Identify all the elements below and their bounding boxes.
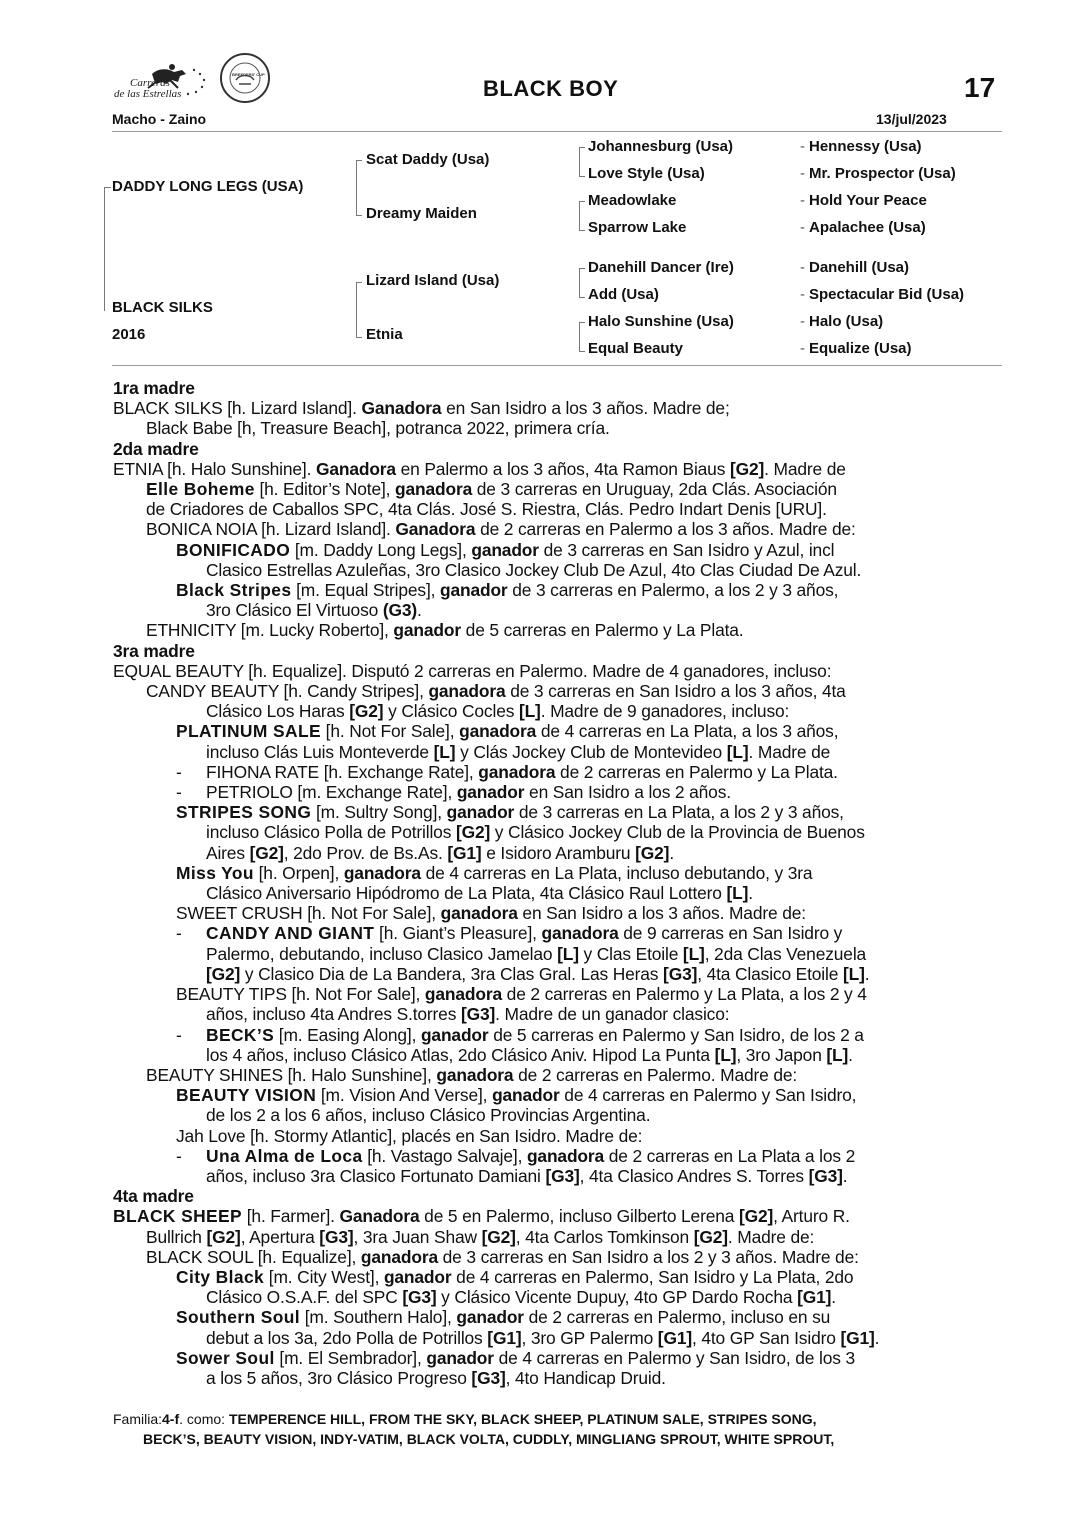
family-text: Aires [206, 842, 250, 863]
family-text: [m. Southern Halo], [300, 1307, 457, 1328]
family-text: de 5 carreras en Palermo y La Plata. [460, 620, 744, 641]
familia-names: TEMPERENCE HILL, FROM THE SKY, BLACK SHEEP, PLATINUM SALE, STRIPES SONG, [228, 1411, 817, 1427]
family-line [113, 459, 1003, 479]
section-heading: 4ta madre [113, 1186, 194, 1207]
pedigree-sire: DADDY LONG LEGS (USA) [112, 178, 304, 195]
family-text: [G2] [481, 1226, 516, 1247]
family-line [113, 1307, 1003, 1327]
family-text: - [176, 1145, 182, 1166]
logo-line1: Carreras [130, 77, 170, 89]
family-text: [L] [726, 883, 749, 904]
family-text: y Clas Etoile [578, 943, 683, 964]
pedigree-year: 2016 [112, 326, 146, 343]
family-text: Clásico O.S.A.F. del SPC [206, 1287, 403, 1308]
family-text: [G2] [738, 1206, 774, 1227]
pedigree-bracket [104, 187, 111, 311]
pedigree-dash: - [800, 313, 805, 330]
family-text: [G2] [635, 842, 670, 863]
family-text: [G3] [808, 1165, 843, 1186]
pedigree-gen4: Spectacular Bid (Usa) [809, 286, 965, 303]
family-text: incluso Clásico Polla de Potrillos [206, 822, 456, 843]
family-text: [G3] [402, 1287, 437, 1308]
pedigree-dash: - [800, 340, 805, 357]
family-text: PLATINUM SALE [176, 721, 321, 742]
family-text: ganador [393, 620, 461, 641]
pedigree-gen4: Equalize (Usa) [809, 340, 912, 357]
pedigree-gen3: Meadowlake [588, 192, 677, 209]
family-text: ETHNICITY [m. Lucky Roberto], [146, 620, 394, 641]
family-text: y Clásico Vicente Dupuy, 4to GP Dardo Rocha [436, 1287, 798, 1308]
family-text: y Clasico Dia de La Bandera, 3ra Clas Gral. Las Heras [240, 963, 664, 984]
family-text: años, incluso 3ra Clasico Fortunato Damiani [206, 1165, 546, 1186]
pedigree-dam: BLACK SILKS [112, 299, 213, 316]
pedigree-gen3: Sparrow Lake [588, 219, 687, 236]
family-text: , 3ro GP Palermo [521, 1327, 658, 1348]
family-text: de Criadores de Caballos SPC, 4ta Clás. José S. Riestra, Clás. Pedro Indart Denis [URU]. [146, 499, 827, 520]
seal-icon [219, 52, 271, 104]
logo-line2: de las Estrellas [114, 88, 182, 100]
family-text: e Isidoro Aramburu [481, 842, 636, 863]
family-text: Miss You [176, 862, 254, 883]
family-text: de 3 carreras en Palermo, a los 2 y 3 años, [507, 580, 839, 601]
pedigree-dash: - [800, 165, 805, 182]
family-line [113, 418, 1003, 438]
family-text: . [842, 1165, 848, 1186]
family-text: ganador [440, 580, 508, 601]
family-line [113, 1126, 1003, 1146]
family-line [113, 944, 1003, 964]
family-text: en San Isidro a los 3 años. Madre de: [517, 903, 806, 924]
family-text: SWEET CRUSH [h. Not For Sale], [176, 903, 441, 924]
family-text: ganadora [440, 903, 518, 924]
family-text: , 3ra Juan Shaw [353, 1226, 482, 1247]
family-text: BLACK SILKS [h. Lizard Island]. [113, 398, 362, 419]
pedigree-gen4: Apalachee (Usa) [809, 219, 926, 236]
family-line [113, 1227, 1003, 1247]
family-text: - [176, 782, 182, 803]
pedigree-gen3: Love Style (Usa) [588, 165, 705, 182]
family-line [113, 984, 1003, 1004]
family-text: [m. Vision And Verse], [316, 1085, 493, 1106]
family-text: [G2] [455, 822, 491, 843]
family-text: en San Isidro a los 3 años. Madre de; [441, 398, 730, 419]
family-text: ganadora [478, 761, 556, 782]
family-line [113, 1004, 1003, 1024]
family-text: [h. Orpen], [253, 862, 344, 883]
family-text: de 5 en Palermo, incluso Gilberto Lerena [419, 1206, 739, 1227]
family-text: [m. City West], [264, 1266, 384, 1287]
family-text: ganador [420, 1024, 489, 1045]
family-text: , 3ro Japon [736, 1044, 827, 1065]
family-text: - [176, 1024, 182, 1045]
family-text: [m. Sultry Song], [311, 802, 447, 823]
family-text: Clásico Los Haras [206, 701, 350, 722]
section-heading: 2da madre [113, 438, 199, 459]
family-line [113, 1287, 1003, 1307]
family-text: de 3 carreras en Uruguay, 2da Clás. Asociación [472, 479, 837, 500]
pedigree-gen4: Hennessy (Usa) [809, 138, 922, 155]
family-line [113, 479, 1003, 499]
family-text: Elle Boheme [146, 479, 255, 500]
family-text: Southern Soul [176, 1307, 301, 1328]
family-text: de 4 carreras en Palermo y San Isidro, de los 3 [493, 1347, 855, 1368]
family-text: [m. El Sembrador], [274, 1347, 427, 1368]
family-text: [h. Editor’s Note], [254, 479, 396, 500]
family-line [113, 1348, 1003, 1368]
family-text: BONICA NOIA [h. Lizard Island]. [146, 519, 396, 540]
family-text: y Clásico Jockey Club de la Provincia de Buenos [490, 822, 865, 843]
section-heading: 3ra madre [113, 640, 195, 661]
family-text: de 4 carreras en La Plata, a los 3 años, [536, 721, 839, 742]
family-text: de 2 carreras en Palermo y La Plata, a los 2 y 4 [501, 984, 867, 1005]
family-text: CANDY BEAUTY [h. Candy Stripes], [146, 681, 429, 702]
family-text: debut a los 3a, 2do Polla de Potrillos [206, 1327, 488, 1348]
family-text: ETNIA [h. Halo Sunshine]. [113, 458, 316, 479]
family-text: y Clás Jockey Club de Montevideo [455, 741, 727, 762]
family-text: ganadora [360, 1246, 438, 1267]
family-line [113, 762, 1003, 782]
family-text: de 5 carreras en Palermo y San Isidro, de los 2 a [488, 1024, 864, 1045]
family-text: , 2da Clas Venezuela [704, 943, 867, 964]
family-text: [h. Not For Sale], [320, 721, 460, 742]
family-line [113, 843, 1003, 863]
family-text: ganador [383, 1266, 452, 1287]
family-line [113, 1368, 1003, 1388]
family-text: Jah Love [h. Stormy Atlantic], placés en San Isidro. Madre de: [176, 1125, 643, 1146]
family-text: EQUAL BEAUTY [h. Equalize]. Disputó 2 carreras en Palermo. Madre de 4 ganadores, incluso: [113, 660, 832, 681]
pedigree-gen2: Lizard Island (Usa) [366, 272, 500, 289]
family-text: , 4to GP San Isidro [691, 1327, 841, 1348]
pedigree-gen4: Danehill (Usa) [809, 259, 910, 276]
family-line [113, 863, 1003, 883]
family-text: ganadora [436, 1064, 514, 1085]
header-divider [112, 131, 1002, 132]
familia-code: 4-f [162, 1411, 180, 1427]
pedigree-dash: - [800, 259, 805, 276]
family-line [113, 1085, 1003, 1105]
family-line [113, 883, 1003, 903]
family-text: Ganadora [395, 519, 476, 540]
family-text: Black Stripes [176, 580, 292, 601]
family-text: [L] [726, 741, 749, 762]
family-text: [G2] [693, 1226, 728, 1247]
family-text: [G2] [249, 842, 284, 863]
pedigree-gen3: Add (Usa) [588, 286, 659, 303]
family-text: Clasico Estrellas Azuleñas, 3ro Clasico Jockey Club De Azul, 4to Clas Ciudad De Azul. [206, 559, 862, 580]
pedigree-bracket [579, 268, 585, 298]
family-text: Ganadora [361, 398, 442, 419]
family-text: . [848, 1044, 853, 1065]
family-text: [G1] [487, 1327, 522, 1348]
family-text: [G1] [447, 842, 482, 863]
family-text: [L] [682, 943, 705, 964]
family-text: de 2 carreras en La Plata a los 2 [604, 1145, 856, 1166]
sex-color: Macho - Zaino [112, 111, 207, 127]
family-text: STRIPES SONG [176, 802, 312, 823]
pedigree-gen2: Scat Daddy (Usa) [366, 151, 490, 168]
family-text: [L] [518, 701, 541, 722]
family-text: de 9 carreras en San Isidro y [618, 923, 843, 944]
family-text: de 2 carreras en Palermo a los 3 años. Madre de: [475, 519, 856, 540]
family-text: de 4 carreras en Palermo y San Isidro, [559, 1085, 857, 1106]
seal-text: BREEDERS' CUP [232, 72, 265, 77]
family-text: años, incluso 4ta Andres S.torres [206, 1004, 461, 1025]
family-text: [G1] [657, 1327, 692, 1348]
family-text: [G3] [663, 963, 698, 984]
family-text: , 4ta Clasico Etoile [697, 963, 843, 984]
family-line [113, 681, 1003, 701]
family-line [113, 822, 1003, 842]
family-text: . Madre de [748, 741, 831, 762]
family-text: [G2] [206, 1226, 241, 1247]
family-text: BEAUTY VISION [176, 1085, 317, 1106]
family-text: de 2 carreras en Palermo. Madre de: [513, 1064, 798, 1085]
female-family [113, 378, 1003, 1388]
family-text: BECK’S [206, 1024, 275, 1045]
family-line [113, 1328, 1003, 1348]
family-line [113, 802, 1003, 822]
family-line [113, 1206, 1003, 1226]
family-text: Una Alma de Loca [206, 1145, 363, 1166]
family-text: , 4ta Carlos Tomkinson [515, 1226, 694, 1247]
family-line [113, 1247, 1003, 1267]
family-text: . [417, 600, 422, 621]
lot-number: 17 [964, 72, 996, 103]
family-text: PETRIOLO [m. Exchange Rate], [206, 782, 457, 803]
family-text: . Madre de un ganador clasico: [495, 1004, 730, 1025]
family-text: de los 2 a los 6 años, incluso Clásico Provincias Argentina. [206, 1105, 651, 1126]
family-text: ganadora [541, 923, 619, 944]
family-text: ganador [471, 539, 539, 560]
family-text: [L] [433, 741, 456, 762]
family-text: [G2] [206, 963, 241, 984]
family-text: Sower Soul [176, 1347, 275, 1368]
family-text: City Black [176, 1266, 265, 1287]
family-text: [m. Equal Stripes], [291, 580, 440, 601]
family-text: - [176, 761, 182, 782]
pedigree-bracket [579, 322, 585, 352]
family-line [113, 600, 1003, 620]
family-line [113, 782, 1003, 802]
familia-note [113, 1409, 834, 1449]
pedigree-gen3: Halo Sunshine (Usa) [588, 313, 734, 330]
family-text: [h. Farmer]. [242, 1206, 340, 1227]
family-text: [L] [826, 1044, 849, 1065]
family-line [113, 1146, 1003, 1166]
family-text: ganador [456, 782, 525, 803]
family-line [113, 1025, 1003, 1045]
family-text: . [748, 883, 753, 904]
family-text: Ganadora [339, 1206, 420, 1227]
family-text: [G2] [729, 458, 765, 479]
family-text: Ganadora [315, 458, 396, 479]
family-text: . [831, 1287, 836, 1308]
family-line [113, 398, 1003, 418]
family-line [113, 560, 1003, 580]
family-text: , 4to Handicap Druid. [505, 1367, 666, 1388]
family-text: BLACK SHEEP [113, 1206, 243, 1227]
family-text: a los 5 años, 3ro Clásico Progreso [206, 1367, 472, 1388]
family-text: . [669, 842, 675, 863]
family-text: Bullrich [146, 1226, 207, 1247]
family-text: [G1] [797, 1287, 832, 1308]
family-text: de 3 carreras en San Isidro y Azul, incl [538, 539, 835, 560]
pedigree-gen2: Dreamy Maiden [366, 205, 477, 222]
family-text: los 4 años, incluso Clásico Atlas, 2do Clásico Aniv. Hipod La Punta [206, 1044, 715, 1065]
family-text: , 4ta Clasico Andres S. Torres [579, 1165, 809, 1186]
family-text: de 3 carreras en San Isidro a los 3 años, 4ta [505, 681, 846, 702]
family-line [113, 580, 1003, 600]
pedigree-gen4: Hold Your Peace [809, 192, 927, 209]
family-text: [L] [842, 963, 865, 984]
family-text: ganadora [343, 862, 421, 883]
family-text: ganadora [428, 681, 506, 702]
pedigree-bracket [356, 282, 362, 338]
family-text: (G3) [382, 600, 418, 621]
family-text: , 2do Prov. de Bs.As. [283, 842, 448, 863]
family-text: en Palermo a los 3 años, 4ta Ramon Biaus [395, 458, 730, 479]
family-text: CANDY AND GIANT [206, 923, 375, 944]
pedigree-bracket [356, 160, 362, 216]
family-text: Black Babe [h, Treasure Beach], potranca 2022, primera cría. [146, 418, 610, 439]
family-text: [G2] [349, 701, 384, 722]
family-text: incluso Clás Luis Monteverde [206, 741, 434, 762]
family-text: ganadora [526, 1145, 605, 1166]
breeders-seal [219, 52, 271, 104]
family-line [113, 661, 1003, 681]
family-text: [G3] [545, 1165, 580, 1186]
family-line [113, 1045, 1003, 1065]
pedigree-dash: - [800, 219, 805, 236]
pedigree-bracket [579, 201, 585, 231]
pedigree-dash: - [800, 286, 805, 303]
family-line [113, 1065, 1003, 1085]
family-text: ganadora [459, 721, 537, 742]
pedigree-gen3: Equal Beauty [588, 340, 684, 357]
pedigree-divider [112, 365, 1002, 366]
pedigree-gen3: Danehill Dancer (Ire) [588, 259, 734, 276]
family-text: Palermo, debutando, incluso Clasico Jamelao [206, 943, 558, 964]
family-text: . [864, 963, 870, 984]
family-line [113, 1166, 1003, 1186]
family-text: BLACK SOUL [h. Equalize], [146, 1246, 361, 1267]
family-text: en San Isidro a los 2 años. [524, 782, 731, 803]
family-line [113, 721, 1003, 741]
family-text: [h. Vastago Salvaje], [362, 1145, 527, 1166]
brand-logo [112, 56, 222, 104]
pedigree-gen2: Etnia [366, 326, 403, 343]
family-text: 3ro Clásico El Virtuoso [206, 600, 383, 621]
family-text: [G3] [471, 1367, 506, 1388]
family-text: [G3] [460, 1004, 496, 1025]
pedigree-gen4: Halo (Usa) [809, 313, 884, 330]
pedigree-gen3: Johannesburg (Usa) [588, 138, 734, 155]
family-text: , Arturo R. [773, 1206, 850, 1227]
family-text: ganador [446, 802, 515, 823]
family-text: de 4 carreras en La Plata, incluso debutando, y 3ra [420, 862, 813, 883]
family-line [113, 923, 1003, 943]
family-text: BEAUTY TIPS [h. Not For Sale], [176, 984, 425, 1005]
family-text: . [874, 1327, 880, 1348]
family-text: [L] [714, 1044, 737, 1065]
family-text: ganadora [395, 479, 473, 500]
family-text: [m. Daddy Long Legs], [290, 539, 472, 560]
family-text: [G1] [840, 1327, 875, 1348]
family-text: [m. Easing Along], [274, 1024, 421, 1045]
family-text: . Madre de [764, 458, 846, 479]
family-text: [G3] [319, 1226, 354, 1247]
familia-como: . como: [179, 1411, 229, 1427]
pedigree-bracket [579, 147, 585, 177]
family-text: ganador [456, 1307, 524, 1328]
horse-name: BLACK BOY [483, 76, 619, 101]
family-line [113, 499, 1003, 519]
family-text: ganadora [424, 984, 502, 1005]
family-text: [L] [557, 943, 579, 964]
family-text: Clásico Aniversario Hipódromo de La Plata, 4ta Clásico Raul Lottero [206, 883, 727, 904]
pedigree-dash: - [800, 138, 805, 155]
catalog-date: 13/jul/2023 [876, 111, 947, 127]
family-text: , Apertura [240, 1226, 320, 1247]
family-text: . Madre de 9 ganadores, incluso: [540, 701, 790, 722]
family-line [113, 519, 1003, 539]
family-line [113, 742, 1003, 762]
family-text: BEAUTY SHINES [h. Halo Sunshine], [146, 1064, 437, 1085]
familia-label: Familia: [113, 1411, 163, 1427]
family-line [113, 701, 1003, 721]
family-text: de 4 carreras en Palermo, San Isidro y La Plata, 2do [451, 1266, 854, 1287]
family-line [113, 620, 1003, 640]
family-text: ganador [426, 1347, 494, 1368]
pedigree-gen4: Mr. Prospector (Usa) [809, 165, 956, 182]
family-line [113, 540, 1003, 560]
family-text: de 2 carreras en Palermo, incluso en su [523, 1307, 831, 1328]
familia-names: BECK’S, BEAUTY VISION, INDY-VATIM, BLACK VOLTA, CUDDLY, MINGLIANG SPROUT, WHITE SPROUT, [143, 1431, 835, 1447]
family-line [113, 903, 1003, 923]
family-text: [h. Giant’s Pleasure], [374, 923, 542, 944]
family-text: de 2 carreras en Palermo y La Plata. [555, 761, 838, 782]
family-text: BONIFICADO [176, 539, 291, 560]
family-line [113, 1267, 1003, 1287]
family-text: FIHONA RATE [h. Exchange Rate], [206, 761, 479, 782]
family-text: ganador [492, 1085, 560, 1106]
family-text: - [176, 923, 182, 944]
section-heading: 1ra madre [113, 378, 195, 398]
family-text: de 3 carreras en La Plata, a los 2 y 3 años, [514, 802, 844, 823]
family-text: y Clásico Cocles [383, 701, 519, 722]
family-text: de 3 carreras en San Isidro a los 2 y 3 años. Madre de: [437, 1246, 859, 1267]
family-line [113, 1105, 1003, 1125]
pedigree-dash: - [800, 192, 805, 209]
family-line [113, 964, 1003, 984]
family-text: . Madre de: [727, 1226, 815, 1247]
